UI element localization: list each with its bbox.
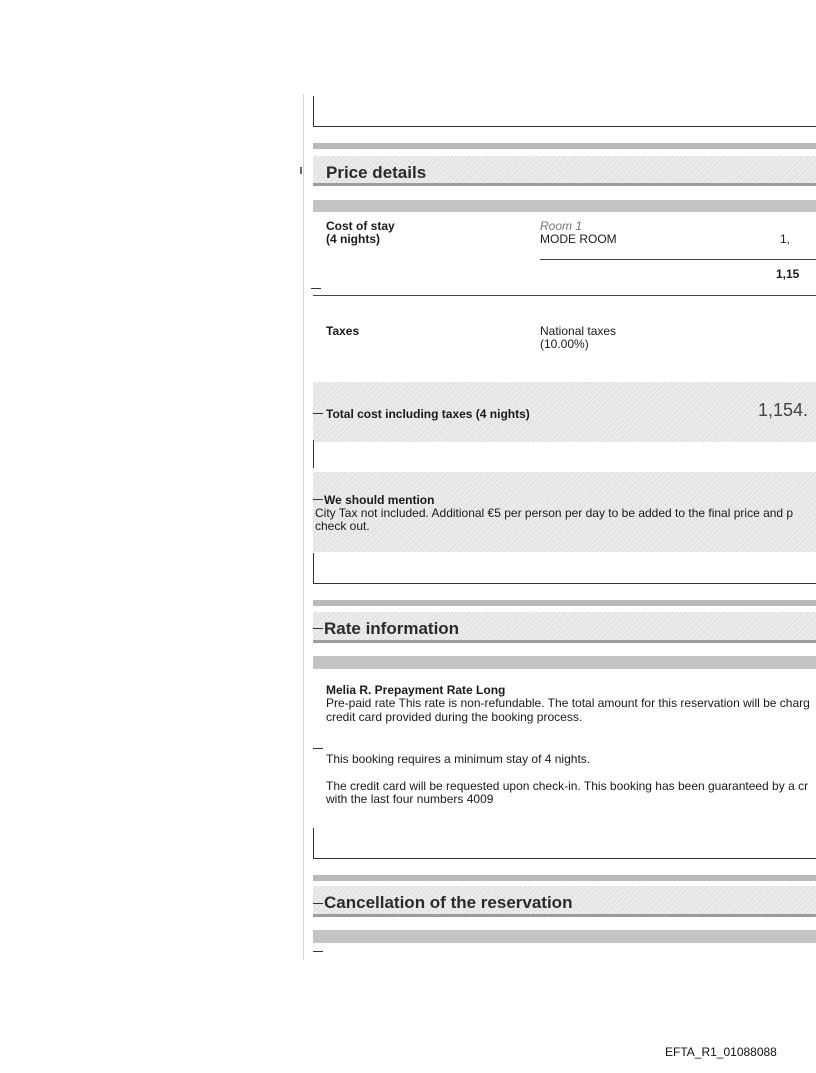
- section-bar: [313, 930, 816, 943]
- cancellation-title: Cancellation of the reservation: [324, 893, 573, 912]
- section-frame: [313, 553, 816, 584]
- section-bar: [313, 600, 816, 606]
- national-taxes-label: National taxes: [540, 324, 617, 338]
- marker-dash: [313, 413, 323, 414]
- section-underline: [313, 914, 816, 917]
- rate-description-line-1: Pre-paid rate This rate is non-refundable. The total amount for this reservation will be charg: [326, 696, 810, 710]
- marker-dash: [313, 499, 323, 500]
- notice-title: We should mention: [324, 493, 435, 507]
- credit-card-line-2: with the last four numbers 4009: [326, 792, 494, 806]
- credit-card-line-1: The credit card will be requested upon check-in. This booking has been guaranteed by a cr: [326, 779, 809, 793]
- room-label: Room 1: [540, 219, 583, 233]
- document-id: EFTA_R1_01088088: [665, 1045, 777, 1059]
- marker-dash: [313, 748, 323, 749]
- subtotal-rule: [540, 259, 816, 260]
- marker-dash: [313, 903, 323, 904]
- notice-line-2: check out.: [315, 519, 370, 533]
- total-value: 1,154.: [758, 400, 809, 420]
- total-label: Total cost including taxes (4 nights): [326, 407, 530, 421]
- price-details-title: Price details: [326, 163, 427, 182]
- notice-line-1: City Tax not included. Additional €5 per person per day to be added to the final price and p: [315, 506, 794, 520]
- left-margin-line: [303, 94, 304, 960]
- cost-of-stay-label: Cost of stay: [326, 219, 395, 233]
- section-underline: [313, 640, 816, 643]
- section-bar: [313, 200, 816, 212]
- notice-frame: [313, 440, 816, 468]
- section-bar: [313, 656, 816, 669]
- marker-tick: [300, 167, 302, 174]
- minimum-stay-note: This booking requires a minimum stay of 4 nights.: [326, 752, 591, 766]
- section-bar: [313, 143, 816, 149]
- marker-dash: [313, 951, 323, 952]
- marker-dash: [311, 288, 321, 289]
- rate-information-title: Rate information: [324, 619, 460, 638]
- row-divider: [313, 295, 816, 296]
- nights-label: (4 nights): [326, 232, 380, 246]
- section-underline: [313, 183, 816, 186]
- room-price: 1,: [780, 232, 791, 246]
- section-bar: [313, 875, 816, 881]
- section-frame-top: [313, 96, 816, 127]
- rate-description-line-2: credit card provided during the booking process.: [326, 710, 583, 724]
- room-type: MODE ROOM: [540, 232, 617, 246]
- marker-dash: [313, 628, 323, 629]
- room-subtotal: 1,15: [776, 267, 800, 281]
- rate-name: Melia R. Prepayment Rate Long: [326, 683, 506, 697]
- tax-rate: (10.00%): [540, 337, 589, 351]
- section-frame: [313, 828, 816, 859]
- taxes-label: Taxes: [326, 324, 360, 338]
